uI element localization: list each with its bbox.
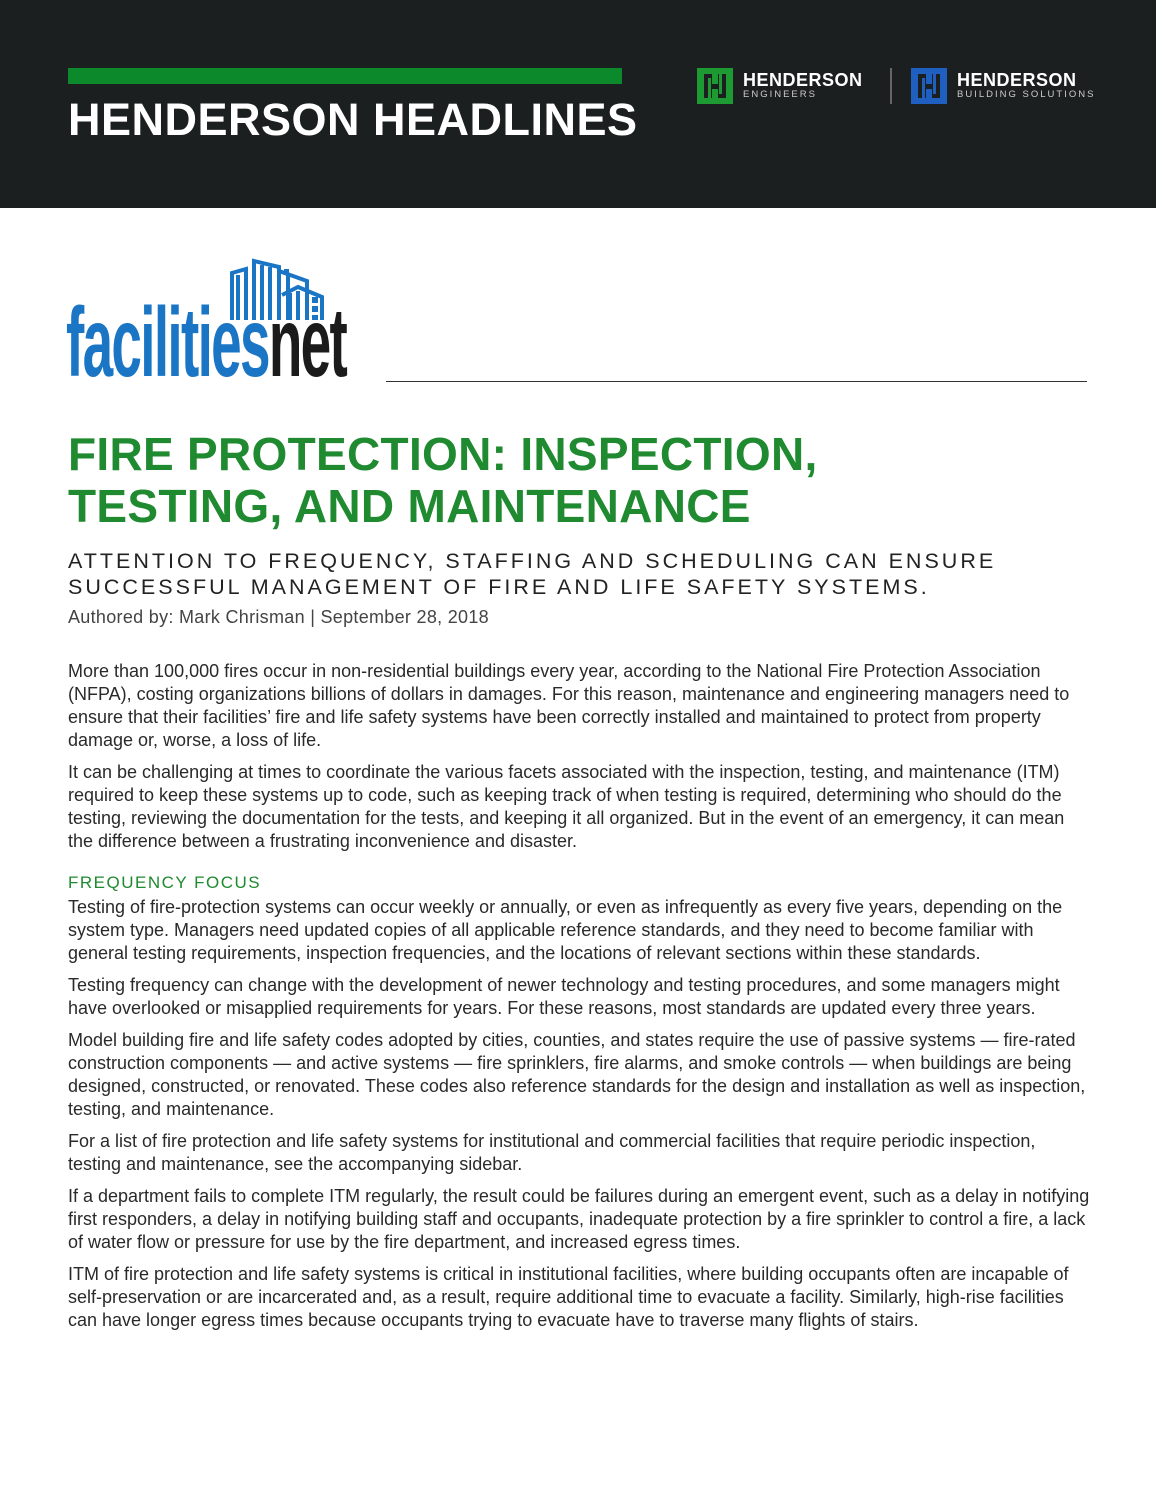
henderson-engineers-logo — [697, 68, 863, 104]
logo-wordmark — [66, 287, 347, 397]
h-logo-icon — [697, 68, 733, 104]
paragraph: Testing frequency can change with the development of newer technology and testing procedures, and some managers might have overlooked or misapplied requirements for years. For these reasons, most standards are updated every three years. — [68, 975, 1060, 1018]
section-heading: FREQUENCY FOCUS — [68, 873, 262, 892]
logo-divider — [890, 68, 892, 104]
brand-name: HENDERSON — [957, 70, 1077, 90]
paragraph: It can be challenging at times to coordinate the various facets associated with the inspection, testing, and maintenance (ITM) required to keep these systems up to code, such as keeping track of when testing is required, determining who should do the testing, reviewing the documentation for the tests, and keeping it all organized. But in the event of an emergency, it can mean the difference between a frustrating inconvenience and disaster. — [68, 762, 1065, 851]
paragraph: Model building fire and life safety codes adopted by cities, counties, and states require the use of passive systems — fire-rated construction components — and active systems — fire sprinklers, fire alarms, and smoke controls — when buildings are being designed, constructed, or renovated. These codes also reference standards for the design and installation as well as inspection, testing, and maintenance. — [68, 1030, 1086, 1119]
paragraph: Testing of fire-protection systems can occur weekly or annually, or even as infrequently as every five years, depending on the system type. Managers need updated copies of all applicable reference standards, and they need to become familiar with general testing requirements, inspection frequencies, and the locations of relevant sections within these standards. — [68, 897, 1063, 963]
title-line: TESTING, AND MAINTENANCE — [68, 480, 751, 532]
brand-sub: BUILDING SOLUTIONS — [957, 89, 1096, 100]
paragraph: More than 100,000 fires occur in non-residential buildings every year, according to the National Fire Protection Association (NFPA), costing organizations billions of dollars in damages. For this reason, maintenance and engineering managers need to ensure that their facilities’ fire and life safety systems have been correctly installed and maintained to protect from property damage or, worse, a loss of life. — [68, 661, 1070, 750]
paragraph: If a department fails to complete ITM regularly, the result could be failures during an emergent event, such as a delay in notifying first responders, a delay in notifying building staff and occupants, inadequate protection by a fire sprinkler to control a fire, a lack of water flow or pressure for use by the fire department, and increased egress times. — [68, 1186, 1090, 1252]
facilitiesnet-logo — [66, 245, 356, 397]
article-subtitle: ATTENTION TO FREQUENCY, STAFFING AND SCHEDULING CAN ENSURE SUCCESSFUL MANAGEMENT OF FIRE AND LIFE SAFETY SYSTEMS. — [68, 549, 997, 599]
henderson-building-solutions-logo — [911, 68, 1095, 104]
article-title — [68, 428, 818, 532]
header-banner — [0, 0, 1156, 208]
brand-name: HENDERSON — [743, 70, 863, 90]
newsletter-title: HENDERSON HEADLINES — [68, 94, 638, 145]
paragraph: ITM of fire protection and life safety systems is critical in institutional facilities, where building occupants often are incapable of self-preservation or are incarcerated and, as a result, require additional time to evacuate a facility. Similarly, high-rise facilities can have longer egress times because occupants trying to evacuate have to traverse many flights of stairs. — [68, 1264, 1069, 1330]
logo-part1: facilities — [66, 287, 269, 397]
logo-part2: net — [268, 287, 347, 397]
article-body — [68, 660, 1090, 1341]
divider-line — [386, 381, 1087, 382]
h-logo-icon — [911, 68, 947, 104]
green-accent-bar — [68, 68, 622, 84]
paragraph: For a list of fire protection and life safety systems for institutional and commercial facilities that require periodic inspection, testing and maintenance, see the accompanying sidebar. — [68, 1131, 1036, 1174]
brand-sub: ENGINEERS — [743, 89, 817, 100]
byline: Authored by: Mark Chrisman | September 28, 2018 — [68, 607, 489, 627]
title-line: FIRE PROTECTION: INSPECTION, — [68, 428, 818, 480]
